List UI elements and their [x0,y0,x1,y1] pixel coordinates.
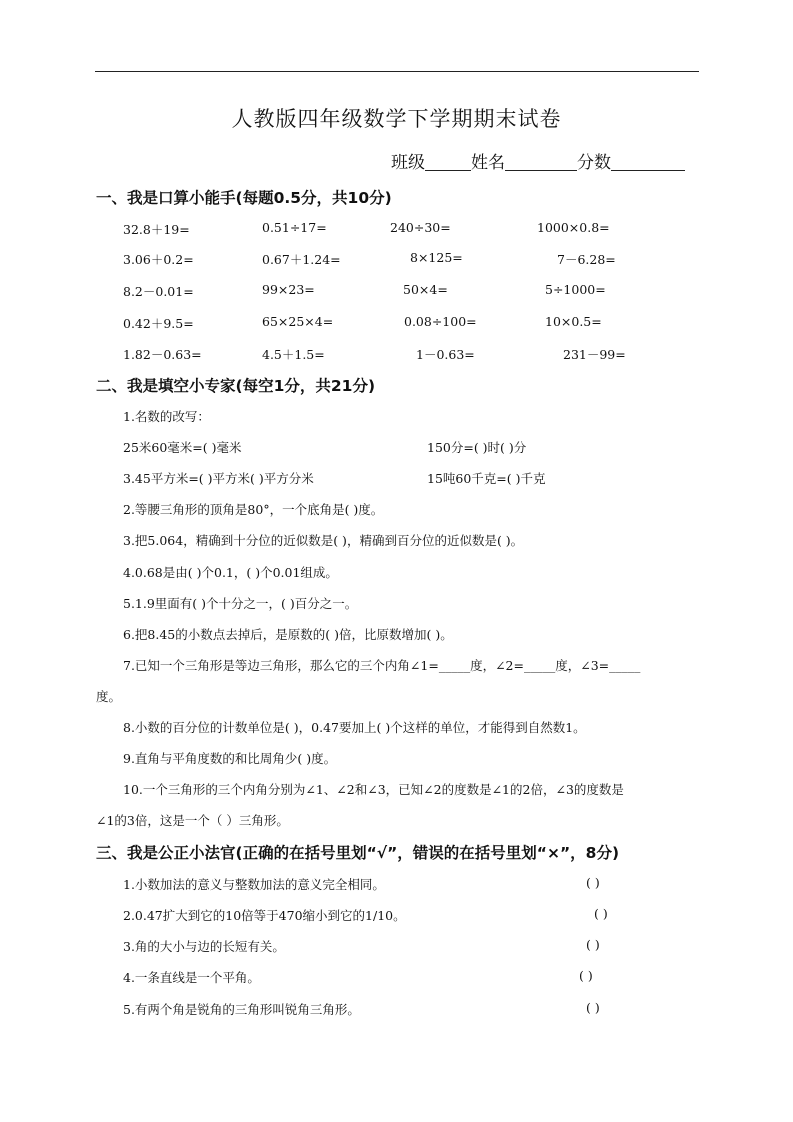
judge-item: 4.一条直线是一个平角。 [123,970,260,985]
fill-question: 5.1.9里面有( )个十分之一，( )百分之一。 [123,596,358,611]
calc-item: 0.42＋9.5= [123,316,194,331]
judge-answer-paren[interactable]: ( ) [594,906,608,921]
calc-item: 3.06＋0.2= [123,252,194,267]
page-title: 人教版四年级数学下学期期末试卷 [231,107,562,131]
calc-item: 0.51÷17= [262,220,327,235]
fill-question: 10.一个三角形的三个内角分别为∠1、∠2和∠3，已知∠2的度数是∠1的2倍，∠3的度数是 [123,782,624,797]
judge-item: 2.0.47扩大到它的10倍等于470缩小到它的1/10。 [123,908,406,923]
calc-item: 8.2－0.01= [123,284,194,299]
calc-item: 50×4= [403,282,448,297]
fill-question: 9.直角与平角度数的和比周角少( )度。 [123,751,337,766]
fill-question: 2.等腰三角形的顶角是80°，一个底角是( )度。 [123,502,384,517]
calc-item: 65×25×4= [262,314,334,329]
fill-question: 4.0.68是由( )个0.1，( )个0.01组成。 [123,565,338,580]
calc-item: 32.8＋19= [123,222,190,237]
fill-question: 150分=( )时( )分 [427,440,527,455]
section2-heading: 二、我是填空小专家(每空1分，共21分) [96,377,376,395]
calc-item: 10×0.5= [545,314,602,329]
judge-answer-paren[interactable]: ( ) [586,1000,600,1015]
fill-question: 7.已知一个三角形是等边三角形，那么它的三个内角∠1=_____度，∠2=_____度，∠3=_____ [123,658,641,673]
judge-item: 5.有两个角是锐角的三角形叫锐角三角形。 [123,1002,360,1017]
section3-heading: 三、我是公正小法官(正确的在括号里划“√”，错误的在括号里划“×”，8分) [96,844,620,862]
fill-question: 3.45平方米=( )平方米( )平方分米 [123,471,314,486]
calc-item: 5÷1000= [545,282,606,297]
name-label: 姓名 [471,153,505,173]
calc-item: 7－6.28= [557,252,616,267]
calc-item: 1000×0.8= [537,220,610,235]
class-blank[interactable] [425,154,471,171]
name-blank[interactable] [505,154,577,171]
calc-item: 4.5＋1.5= [262,347,325,362]
calc-item: 231－99= [563,347,626,362]
calc-item: 0.08÷100= [404,314,477,329]
judge-item: 1.小数加法的意义与整数加法的意义完全相同。 [123,877,385,892]
fill-question: 1.名数的改写： [123,409,210,424]
fill-question: 3.把5.064，精确到十分位的近似数是( )，精确到百分位的近似数是( )。 [123,533,524,548]
calc-item: 99×23= [262,282,315,297]
score-blank[interactable] [611,154,685,171]
fill-question: 15吨60千克=( )千克 [427,471,546,486]
calc-item: 1.82－0.63= [123,347,202,362]
header-rule [95,71,699,72]
student-info [391,148,685,173]
score-label: 分数 [577,153,611,173]
fill-question: 8.小数的百分位的计数单位是( )，0.47要加上( )个这样的单位，才能得到自然数1。 [123,720,586,735]
judge-item: 3.角的大小与边的长短有关。 [123,939,285,954]
calc-item: 8×125= [410,250,463,265]
section1-heading: 一、我是口算小能手(每题0.5分，共10分) [96,189,392,207]
judge-answer-paren[interactable]: ( ) [579,968,593,983]
calc-item: 240÷30= [390,220,451,235]
judge-answer-paren[interactable]: ( ) [586,875,600,890]
fill-question-cont: ∠1的3倍，这是一个（ ）三角形。 [96,813,289,828]
calc-item: 1－0.63= [416,347,475,362]
calc-item: 0.67＋1.24= [262,252,341,267]
class-label: 班级 [391,153,425,173]
fill-question: 6.把8.45的小数点去掉后，是原数的( )倍，比原数增加( )。 [123,627,453,642]
judge-answer-paren[interactable]: ( ) [586,937,600,952]
fill-question-cont: 度。 [96,689,122,704]
fill-question: 25米60毫米=( )毫米 [123,440,242,455]
